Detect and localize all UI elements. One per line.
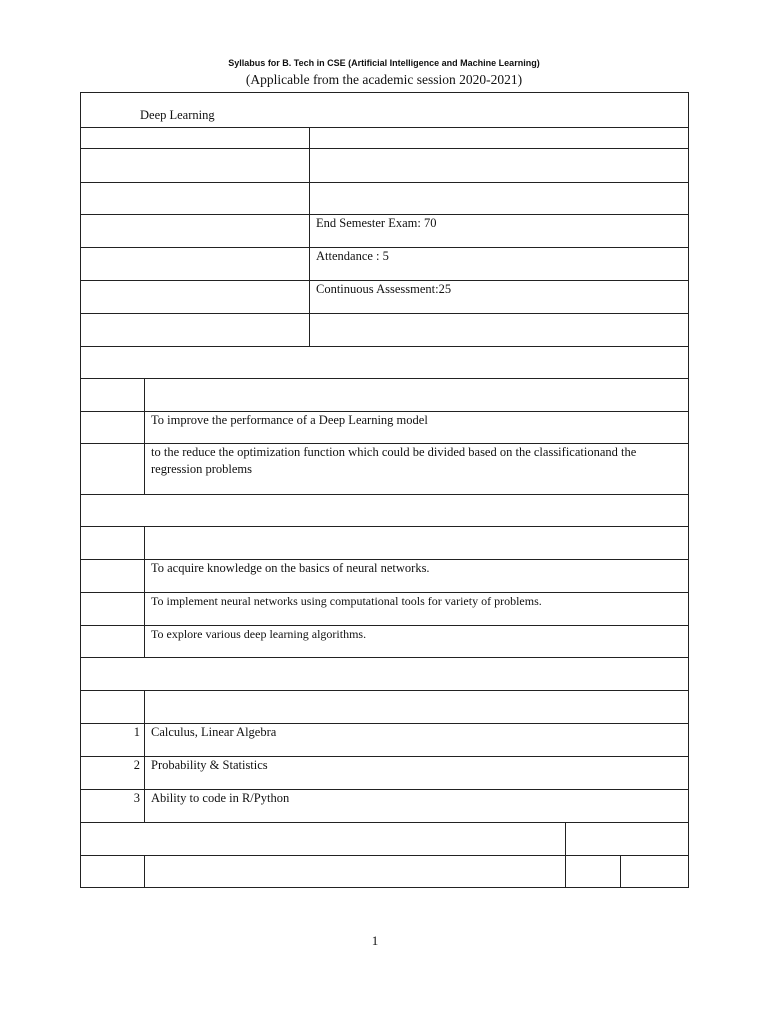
objective-item: To explore various deep learning algorithms. bbox=[151, 627, 367, 641]
h-line bbox=[80, 127, 689, 128]
attendance-marks: Attendance : 5 bbox=[316, 249, 389, 263]
course-title: Deep Learning bbox=[140, 108, 215, 122]
v-line-mid bbox=[309, 127, 310, 346]
page-number: 1 bbox=[371, 933, 379, 948]
end-semester-marks: End Semester Exam: 70 bbox=[316, 216, 437, 230]
h-line bbox=[80, 313, 689, 314]
h-line bbox=[80, 657, 689, 658]
objective-item: To implement neural networks using computational tools for variety of problems. bbox=[151, 594, 542, 608]
h-line bbox=[80, 182, 689, 183]
prereq-item: Probability & Statistics bbox=[151, 758, 268, 772]
v-line-bottom bbox=[620, 855, 621, 887]
doc-header-line1: Syllabus for B. Tech in CSE (Artificial Intelligence and Machine Learning) bbox=[228, 58, 540, 68]
h-line bbox=[80, 346, 689, 347]
prereq-number: 2 bbox=[133, 758, 140, 772]
h-line bbox=[80, 494, 689, 495]
h-line bbox=[80, 822, 689, 823]
doc-header-line2: (Applicable from the academic session 2020-2021) bbox=[245, 72, 523, 87]
prereq-item: Calculus, Linear Algebra bbox=[151, 725, 277, 739]
section-a-item: To improve the performance of a Deep Learning model bbox=[151, 413, 428, 427]
continuous-assessment-marks: Continuous Assessment:25 bbox=[316, 282, 452, 296]
v-line-bottom bbox=[565, 822, 566, 887]
h-line bbox=[80, 690, 689, 691]
prereq-item: Ability to code in R/Python bbox=[151, 791, 290, 805]
section-a-item: to the reduce the optimization function which could be divided based on the classificationand the regression problems bbox=[151, 445, 637, 476]
prereq-number: 3 bbox=[133, 791, 140, 805]
h-line bbox=[80, 92, 689, 93]
h-line bbox=[80, 887, 689, 888]
prereq-number: 1 bbox=[133, 725, 140, 739]
v-line-num bbox=[144, 855, 145, 887]
h-line bbox=[80, 378, 689, 379]
h-line bbox=[80, 855, 689, 856]
objective-item: To acquire knowledge on the basics of neural networks. bbox=[151, 561, 430, 575]
v-line-right bbox=[688, 92, 689, 888]
h-line bbox=[80, 148, 689, 149]
h-line bbox=[80, 526, 689, 527]
